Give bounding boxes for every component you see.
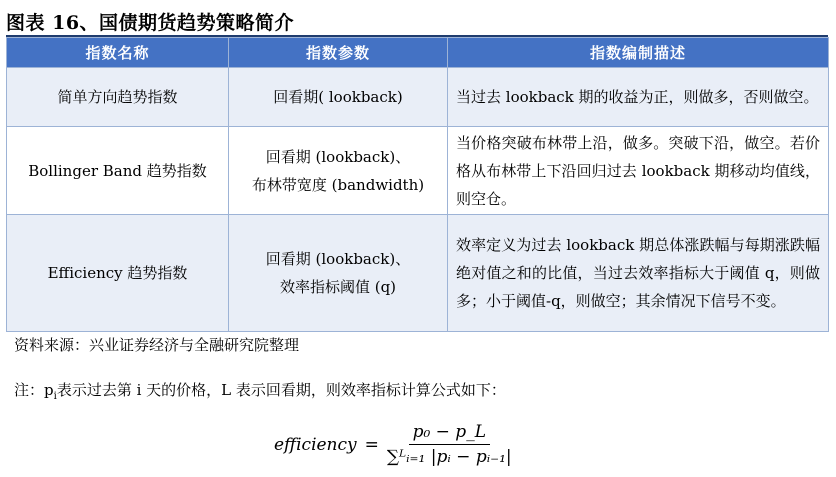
formula-lhs: efficiency — [274, 434, 357, 455]
formula-numerator: p₀ − p_L — [409, 422, 490, 445]
formula-denominator: ∑ᴸᵢ₌₁ |pᵢ − pᵢ₋₁| — [386, 447, 512, 467]
table-row — [7, 68, 829, 127]
index-name-cell: 简单方向趋势指数 — [7, 68, 229, 127]
source-note: 资料来源：兴业证券经济与全融研究院整理 — [14, 336, 300, 354]
efficiency-formula — [274, 422, 512, 467]
index-params-cell — [229, 68, 448, 127]
index-params-cell — [229, 215, 448, 332]
index-description-cell: 当价格突破布林带上沿，做多。突破下沿，做空。若价格从布林带上下沿回归过去 lookback 期移动均值线，则空仓。 — [448, 127, 829, 215]
table-row — [7, 215, 829, 332]
formula-fraction — [387, 422, 512, 467]
table-header-row — [7, 38, 829, 68]
figure-title: 图表 16、国债期货趋势策略简介 — [6, 12, 295, 34]
note-text-before: 注：p — [14, 381, 54, 399]
header-index-params: 指数参数 — [229, 38, 448, 68]
index-params-cell — [229, 127, 448, 215]
param-line: 布林带宽度 (bandwidth) — [251, 175, 425, 194]
header-index-name: 指数名称 — [7, 38, 229, 68]
formula-equals: = — [364, 434, 379, 455]
strategy-table — [6, 37, 829, 332]
param-line: 回看期 (lookback)、 — [265, 147, 411, 166]
param-line: 回看期( lookback) — [273, 88, 403, 106]
formula-note — [14, 379, 506, 402]
table-row — [7, 127, 829, 215]
note-text-after: 表示过去第 i 天的价格，L 表示回看期，则效率指标计算公式如下： — [56, 381, 506, 399]
header-index-description: 指数编制描述 — [448, 38, 829, 68]
index-description-cell: 当过去 lookback 期的收益为正，则做多，否则做空。 — [448, 68, 829, 127]
note-subscript: i — [53, 391, 57, 402]
param-line: 回看期 (lookback)、 — [265, 250, 411, 268]
index-name-cell: Efficiency 趋势指数 — [7, 215, 229, 332]
param-line: 效率指标阈值 (q) — [279, 278, 397, 296]
index-name-cell: Bollinger Band 趋势指数 — [7, 127, 229, 215]
index-description-cell: 效率定义为过去 lookback 期总体涨跌幅与每期涨跌幅绝对值之和的比值，当过去效率指标大于阈值 q，则做多；小于阈值-q，则做空；其余情况下信号不变。 — [448, 215, 829, 332]
